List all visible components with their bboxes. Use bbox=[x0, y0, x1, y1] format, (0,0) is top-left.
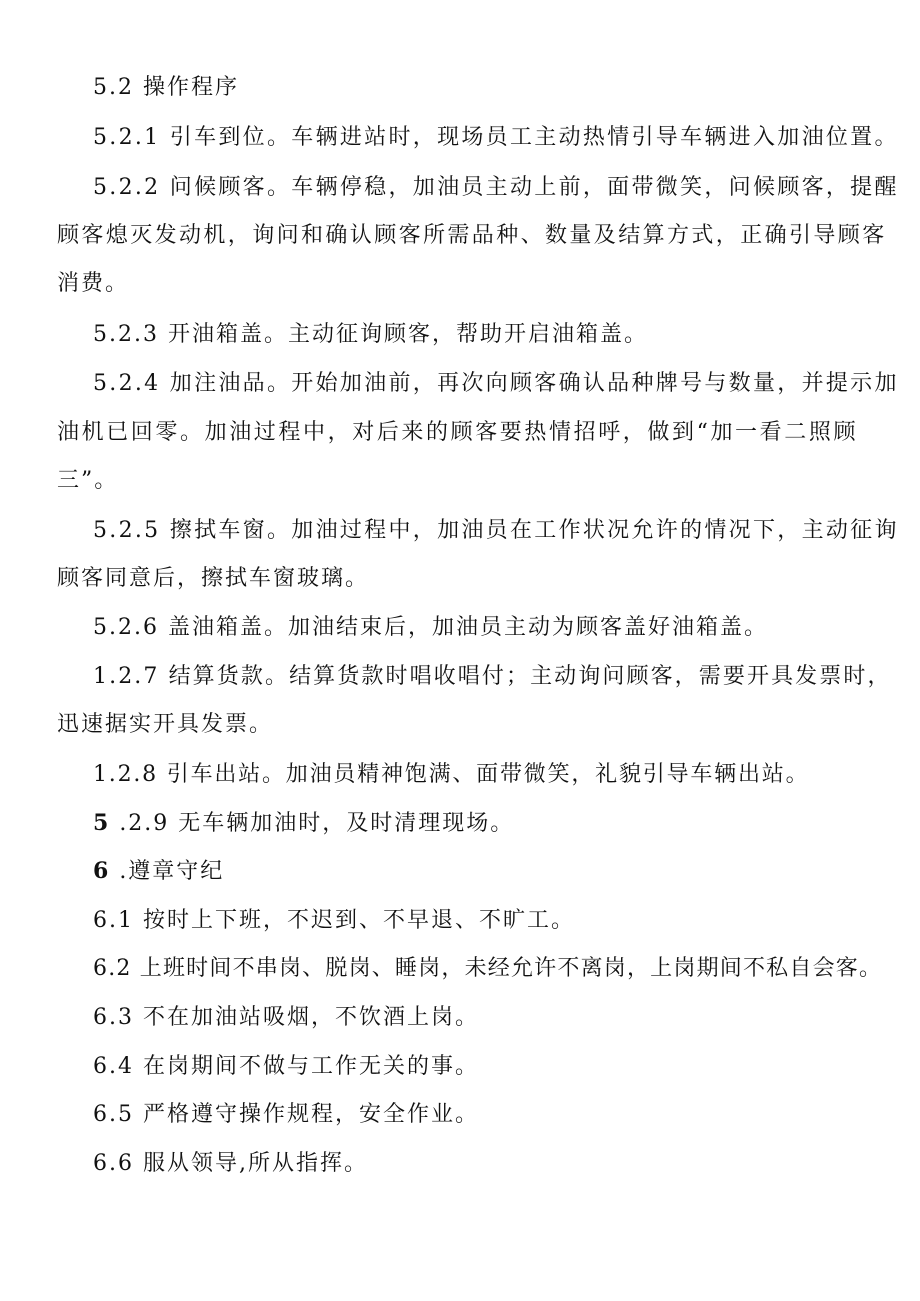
item-5-2-6: 5.2.6 盖油箱盖。加油结束后，加油员主动为顾客盖好油箱盖。 bbox=[93, 615, 768, 640]
item-5-2-9-text: .2.9 无车辆加油时，及时清理现场。 bbox=[119, 811, 515, 836]
heading-6-text: .遵章守纪 bbox=[119, 859, 225, 884]
item-5-2-2-cont-2: 消费。 bbox=[57, 271, 130, 296]
item-6-6: 6.6 服从领导,所从指挥。 bbox=[93, 1151, 368, 1176]
item-5-2-1: 5.2.1 引车到位。车辆进站时，现场员工主动热情引导车辆进入加油位置。 bbox=[93, 125, 899, 150]
list-number: 6 bbox=[93, 858, 111, 884]
item-5-2-9 bbox=[93, 808, 514, 839]
item-5-2-5-cont: 顾客同意后，擦拭车窗玻璃。 bbox=[57, 566, 370, 591]
list-number: 5 bbox=[93, 810, 111, 836]
item-5-2-2-cont: 顾客熄灭发动机，询问和确认顾客所需品种、数量及结算方式，正确引导顾客 bbox=[57, 223, 887, 248]
item-1-2-8: 1.2.8 引车出站。加油员精神饱满、面带微笑，礼貌引导车辆出站。 bbox=[93, 762, 810, 787]
item-5-2-4-cont-2: 三”。 bbox=[57, 468, 119, 493]
item-5-2-4-cont: 油机已回零。加油过程中，对后来的顾客要热情招呼，做到“加一看二照顾 bbox=[57, 420, 859, 445]
item-1-2-7: 1.2.7 结算货款。结算货款时唱收唱付；主动询问顾客，需要开具发票时， bbox=[93, 664, 892, 689]
item-5-2-4: 5.2.4 加注油品。开始加油前，再次向顾客确认品种牌号与数量，并提示加 bbox=[93, 371, 899, 396]
item-6-5: 6.5 严格遵守操作规程，安全作业。 bbox=[93, 1102, 479, 1127]
item-6-2: 6.2 上班时间不串岗、脱岗、睡岗，未经允许不离岗，上岗期间不私自会客。 bbox=[93, 956, 883, 981]
heading-6 bbox=[93, 856, 224, 887]
item-1-2-7-cont: 迅速据实开具发票。 bbox=[57, 712, 274, 737]
heading-5-2: 5.2 操作程序 bbox=[93, 75, 239, 100]
item-6-3: 6.3 不在加油站吸烟，不饮酒上岗。 bbox=[93, 1005, 479, 1030]
item-6-1: 6.1 按时上下班，不迟到、不早退、不旷工。 bbox=[93, 908, 575, 933]
item-5-2-5: 5.2.5 擦拭车窗。加油过程中，加油员在工作状况允许的情况下，主动征询 bbox=[93, 518, 899, 543]
item-5-2-2: 5.2.2 问候顾客。车辆停稳，加油员主动上前，面带微笑，问候顾客，提醒 bbox=[93, 175, 899, 200]
item-6-4: 6.4 在岗期间不做与工作无关的事。 bbox=[93, 1054, 479, 1079]
item-5-2-3: 5.2.3 开油箱盖。主动征询顾客，帮助开启油箱盖。 bbox=[93, 322, 648, 347]
